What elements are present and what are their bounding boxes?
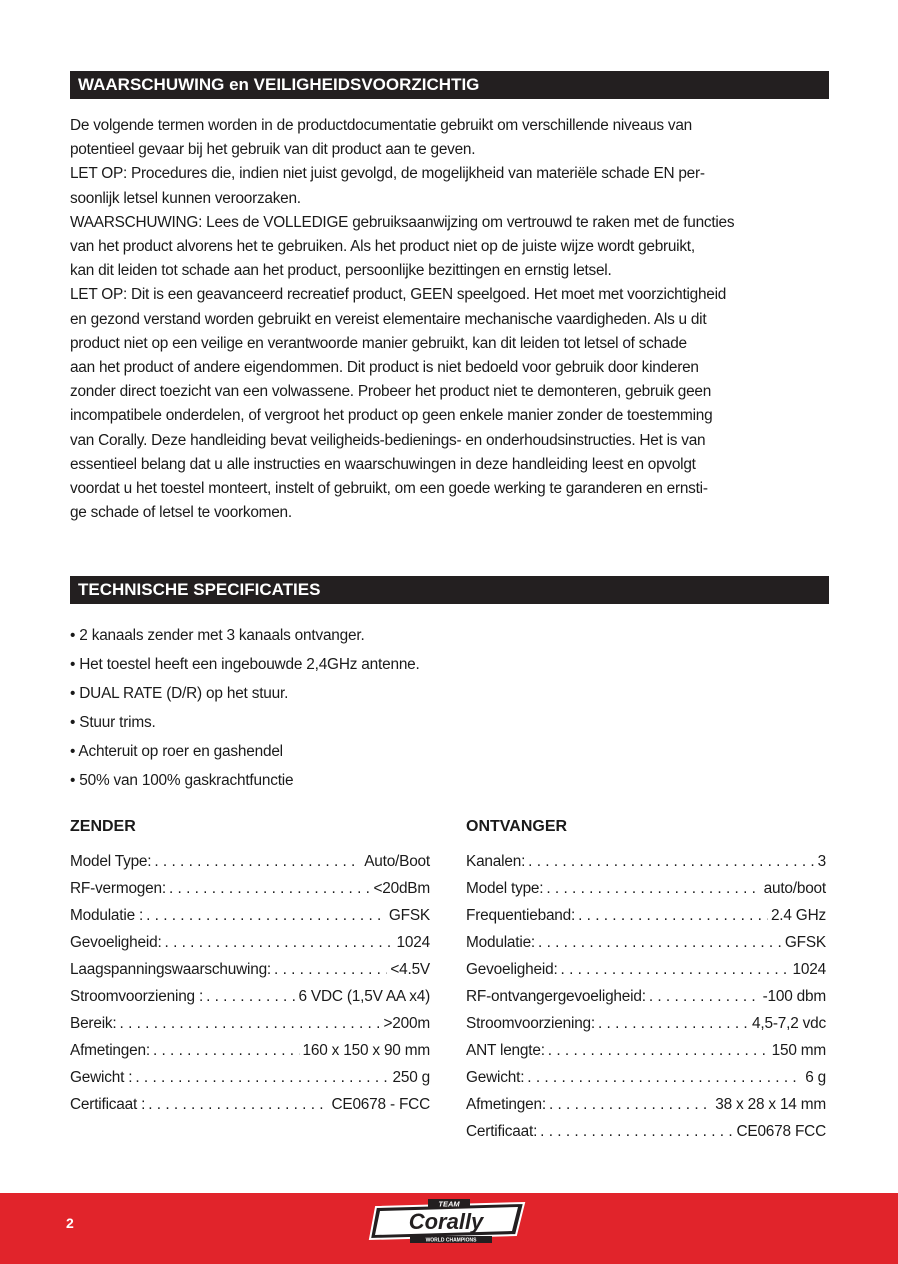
list-item: • DUAL RATE (D/R) op het stuur.: [70, 685, 289, 702]
spec-row: [466, 956, 826, 983]
paragraph-label: WAARSCHUWING:: [70, 213, 203, 231]
dot-leader: [649, 983, 760, 1010]
spec-row: [70, 1091, 430, 1118]
spec-value: Auto/Boot: [364, 853, 430, 870]
spec-label: RF-vermogen:: [70, 880, 166, 897]
list-item: • Stuur trims.: [70, 714, 156, 731]
footer-bar: [0, 1193, 898, 1264]
text-line: van het product alvorens het te gebruiken. Als het product niet op de juiste wijze wordt gebruikt,: [70, 238, 695, 256]
spec-value: 150 mm: [771, 1042, 826, 1059]
spec-value: 38 x 28 x 14 mm: [715, 1096, 826, 1113]
spec-label: Stroomvoorziening :: [70, 988, 204, 1005]
spec-label: Afmetingen:: [466, 1096, 546, 1113]
warning-heading: WAARSCHUWING en VEILIGHEIDSVOORZICHTIG: [70, 71, 829, 99]
text-segment: Lees de VOLLEDIGE gebruiksaanwijzing om vertrouwd te raken met de functies: [202, 213, 735, 231]
text-segment: Dit is een geavanceerd recreatief product, GEEN speelgoed. Het moet met voorzichtigheid: [127, 286, 727, 304]
dot-leader: [120, 1010, 381, 1037]
dot-leader: [146, 902, 386, 929]
spec-value: GFSK: [388, 907, 430, 924]
spec-value: auto/boot: [763, 880, 826, 897]
spec-label: Frequentieband:: [466, 907, 576, 924]
spec-label: Gevoeligheid:: [70, 934, 162, 951]
team-corally-logo: [366, 1199, 532, 1245]
spec-row: [466, 983, 826, 1010]
dot-leader: [546, 875, 760, 902]
spec-label: Gewicht:: [466, 1069, 525, 1086]
text-line: essentieel belang dat u alle instructies en waarschuwingen in deze handleiding leest en opvolgt: [70, 455, 696, 473]
text-line: voordat u het toestel monteert, instelt of gebruikt, om een goede werking te garanderen en ernsti-: [70, 480, 708, 498]
spec-label: Afmetingen:: [70, 1042, 150, 1059]
spec-label: RF-ontvangergevoeligheid:: [466, 988, 646, 1005]
spec-label: Certificaat:: [466, 1123, 538, 1140]
specs-heading: TECHNISCHE SPECIFICATIES: [70, 576, 829, 604]
spec-label: Model Type:: [70, 853, 152, 870]
spec-label: Stroomvoorziening:: [466, 1015, 595, 1032]
dot-leader: [153, 1037, 300, 1064]
text-line: kan dit leiden tot schade aan het product, persoonlijke bezittingen en ernstig letsel.: [70, 262, 612, 280]
text-line: van Corally. Deze handleiding bevat veiligheids-bedienings- en onderhoudsinstructies. Het is van: [70, 431, 706, 449]
dot-leader: [538, 929, 782, 956]
spec-value: -100 dbm: [762, 988, 826, 1005]
spec-value: 1024: [396, 934, 430, 951]
spec-label: Gevoeligheid:: [466, 961, 558, 978]
paragraph-label: LET OP:: [70, 286, 127, 304]
spec-row: [466, 1064, 826, 1091]
spec-label: Modulatie :: [70, 907, 144, 924]
spec-row: [466, 929, 826, 956]
spec-label: ANT lengte:: [466, 1042, 545, 1059]
warning-paragraph: [70, 211, 830, 284]
text-line: incompatibele onderdelen, of vergroot het product op geen enkele manier zonder de toestemming: [70, 407, 713, 425]
spec-label: Modulatie:: [466, 934, 536, 951]
spec-row: [466, 875, 826, 902]
text-line: soonlijk letsel kunnen veroorzaken.: [70, 189, 301, 207]
warning-body: [70, 114, 830, 525]
zender-title: ZENDER: [70, 818, 136, 835]
spec-value: 3: [817, 853, 826, 870]
list-item: • 50% van 100% gaskrachtfunctie: [70, 772, 294, 789]
dot-leader: [169, 875, 370, 902]
dot-leader: [148, 1091, 328, 1118]
spec-label: Model type:: [466, 880, 544, 897]
dot-leader: [527, 1064, 802, 1091]
text-line: ge schade of letsel te voorkomen.: [70, 504, 292, 522]
spec-row: [466, 1037, 826, 1064]
spec-label: Laagspanningswaarschuwing:: [70, 961, 272, 978]
spec-value: <4.5V: [390, 961, 430, 978]
spec-row: [466, 902, 826, 929]
logo-sub-text: WORLD CHAMPIONS: [425, 1237, 477, 1244]
spec-row: [70, 983, 430, 1010]
text-line: potentieel gevaar bij het gebruik van dit product aan te geven.: [70, 141, 476, 159]
logo-main-text: Corally: [408, 1209, 484, 1234]
spec-row: [70, 929, 430, 956]
zender-spec-list: [70, 848, 430, 1118]
list-item: • Het toestel heeft een ingebouwde 2,4GHz antenne.: [70, 656, 420, 673]
text-line: product niet op een veilige en verantwoorde manier gebruikt, kan dit leiden tot letsel of schade: [70, 334, 687, 352]
list-item: • Achteruit op roer en gashendel: [70, 743, 283, 760]
text-line: en gezond verstand worden gebruikt en vereist elementaire mechanische vaardigheden. Als u dit: [70, 310, 707, 328]
spec-row: [70, 848, 430, 875]
spec-row: [70, 902, 430, 929]
dot-leader: [154, 848, 361, 875]
spec-value: 6 VDC (1,5V AA x4): [298, 988, 430, 1005]
paragraph-label: LET OP:: [70, 165, 127, 183]
spec-row: [70, 1037, 430, 1064]
spec-value: CE0678 FCC: [736, 1123, 826, 1140]
text-line: De volgende termen worden in de productdocumentatie gebruikt om verschillende niveaus van: [70, 117, 692, 134]
spec-label: Bereik:: [70, 1015, 117, 1032]
warning-paragraph: [70, 162, 830, 210]
dot-leader: [540, 1118, 733, 1145]
text-line: [70, 162, 830, 186]
spec-row: [70, 956, 430, 983]
text-line: zonder direct toezicht van een volwassene. Probeer het product niet te demonteren, gebruik geen: [70, 383, 712, 401]
dot-leader: [598, 1010, 749, 1037]
dot-leader: [561, 956, 790, 983]
text-segment: Procedures die, indien niet juist gevolgd, de mogelijkheid van materiële schade EN per-: [127, 165, 705, 183]
spec-label: Gewicht :: [70, 1069, 133, 1086]
spec-value: 160 x 150 x 90 mm: [302, 1042, 430, 1059]
text-line: [70, 211, 830, 235]
warning-paragraph: [70, 283, 830, 525]
list-item: • 2 kanaals zender met 3 kanaals ontvanger.: [70, 627, 365, 644]
dot-leader: [578, 902, 768, 929]
spec-value: <20dBm: [373, 880, 430, 897]
spec-value: >200m: [383, 1015, 430, 1032]
spec-row: [466, 1118, 826, 1145]
dot-leader: [274, 956, 387, 983]
spec-row: [466, 1091, 826, 1118]
spec-row: [70, 1064, 430, 1091]
spec-row: [70, 1010, 430, 1037]
dot-leader: [165, 929, 394, 956]
spec-value: 6 g: [805, 1069, 826, 1086]
spec-value: GFSK: [784, 934, 826, 951]
ontvanger-title: ONTVANGER: [466, 818, 568, 835]
text-line: aan het product of andere eigendommen. Dit product is niet bedoeld voor gebruik door kinderen: [70, 359, 699, 377]
warning-paragraph: [70, 114, 830, 162]
dot-leader: [135, 1064, 389, 1091]
spec-row: [466, 1010, 826, 1037]
spec-value: 2.4 GHz: [770, 907, 826, 924]
dot-leader: [206, 983, 295, 1010]
spec-label: Kanalen:: [466, 853, 526, 870]
spec-value: 250 g: [392, 1069, 430, 1086]
dot-leader: [549, 1091, 712, 1118]
spec-value: CE0678 - FCC: [331, 1096, 430, 1113]
ontvanger-spec-list: [466, 848, 826, 1145]
spec-value: 1024: [792, 961, 826, 978]
dot-leader: [548, 1037, 769, 1064]
dot-leader: [528, 848, 814, 875]
spec-row: [466, 848, 826, 875]
spec-value: 4,5-7,2 vdc: [752, 1015, 826, 1032]
spec-row: [70, 875, 430, 902]
logo-team-text: TEAM: [438, 1199, 460, 1209]
feature-list: [70, 621, 420, 795]
spec-label: Certificaat :: [70, 1096, 146, 1113]
page-number: 2: [66, 1215, 74, 1231]
text-line: [70, 283, 830, 307]
